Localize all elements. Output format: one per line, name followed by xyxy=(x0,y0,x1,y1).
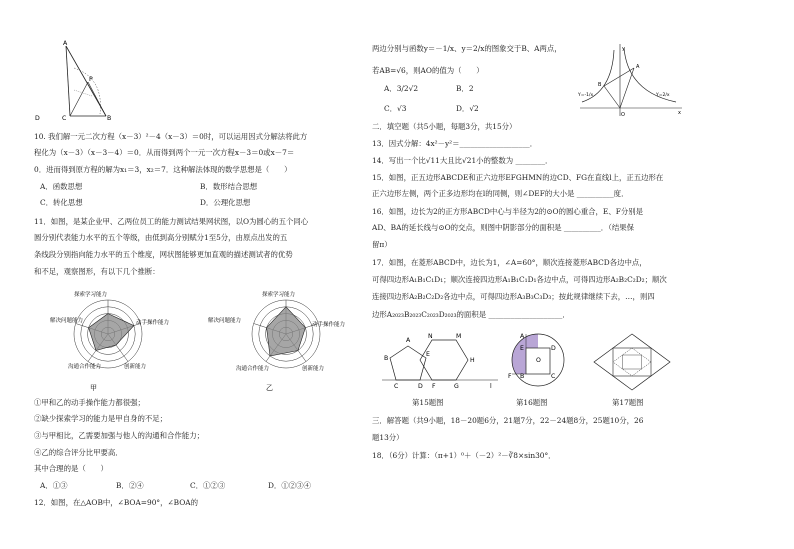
q18: 18．（6分）计算：（π+1）⁰＋（－2）²－∛8×sin30°． xyxy=(372,451,556,460)
fig-label: B xyxy=(107,115,112,122)
q12-option-b: B．2 xyxy=(456,84,474,93)
fig-label: y xyxy=(622,46,625,52)
fig-label: F xyxy=(508,373,512,380)
q11-option-d: D．①②③④ xyxy=(268,481,311,490)
q11-option-b: B．②④ xyxy=(116,481,144,490)
fig-label: A xyxy=(636,64,640,70)
q10-line-3: 0．进而得到原方程的解为x₁＝3，x₂＝7．这种解法体现的数学思想是（ ） xyxy=(34,165,292,174)
section-2-heading: 二．填空题（共5小题，每题3分，共15分） xyxy=(372,122,517,131)
q12-line-1: 12．如图，在△AOB中，∠BOA=90°，∠BOA的 xyxy=(34,498,199,507)
q12-line-3: 若AB=√6，则AO的值为（ ） xyxy=(372,66,484,75)
radar-axis-label: 探索学习能力 xyxy=(74,292,108,298)
q15-line-2: 正六边形左侧，两个正多边形均在l的同侧，则∠DEF的大小是 __________度． xyxy=(372,189,629,198)
q17-line-3: 连接四边形A₂B₂C₂D₂各边中点，可得四边形A₃B₃C₃D₃；按此规律继续下去，…，则四 xyxy=(372,292,655,301)
fig-label: x xyxy=(678,110,681,116)
fig-label: B xyxy=(598,82,602,88)
q10-line-1: 10. 我们解一元二次方程（x－3）²－4（x－3）＝0时，可以运用因式分解法将此方 xyxy=(34,132,308,141)
radar-axis-label: 动手操作能力 xyxy=(312,322,346,328)
q10-option-b: B．数形结合思想 xyxy=(200,182,258,191)
fig-label: C xyxy=(62,115,67,122)
fig15-caption: 第15题图 xyxy=(412,398,444,407)
q11-item-1: ①甲和乙的动手操作能力都很强； xyxy=(34,398,145,407)
q16-line-1: 16．如图，边长为2的正方形ABCD中心与半径为2的⊙O的圆心重合，E、F分别是 xyxy=(372,207,644,216)
fig16-caption: 第16题图 xyxy=(516,398,548,407)
q13: 13．因式分解：4x²－y²＝___________________． xyxy=(372,139,538,148)
radar-axis-label: 沟通合作能力 xyxy=(68,364,102,370)
fig-label: D xyxy=(551,345,556,352)
q17-line-2: 可得四边形A₁B₁C₁D₁；顺次连接四边形A₁B₁C₁D₁各边中点，可得四边形A₂B₂C₂D₂；顺次 xyxy=(372,275,667,284)
fig-label: N xyxy=(428,333,433,340)
q11-option-a: A．①③ xyxy=(40,481,68,490)
q10-option-c: C．转化思想 xyxy=(40,198,83,207)
fig-label: A xyxy=(63,40,68,47)
fig17-caption: 第17题图 xyxy=(612,398,644,407)
figure-16 xyxy=(506,328,570,392)
figure-15 xyxy=(380,330,500,402)
q11-line-3: 条线段分别指向能力水平的五个维度，网状图能够更加直观的描述测试者的优势 xyxy=(34,250,293,259)
triangle-figure xyxy=(34,38,134,122)
fig-label: G xyxy=(454,383,459,390)
q12-option-c: C．√3 xyxy=(384,104,407,113)
q11-item-5: 其中合理的是（ ） xyxy=(34,464,108,473)
radar-axis-label: 沟通合作能力 xyxy=(236,366,270,372)
hyperbola-figure xyxy=(576,42,686,120)
radar-title: 乙 xyxy=(266,384,273,392)
fig-label: A xyxy=(406,337,411,344)
radar-axis-label: 创新能力 xyxy=(124,364,147,370)
radar-chart-yi xyxy=(208,282,358,394)
q14: 14．写出一个比√11大且比√21小的整数为 ________． xyxy=(372,156,553,165)
q11-option-c: C．①②③ xyxy=(190,481,226,490)
radar-score-polygon xyxy=(267,307,306,356)
q11-item-2: ②缺少探索学习的能力是甲自身的不足； xyxy=(34,414,168,423)
q16-line-2: AD、BA的延长线与⊙O的交点，则图中阴影部分的面积是 __________．（结果保 xyxy=(372,223,635,232)
q10-option-d: D．公理化思想 xyxy=(200,198,251,207)
radar-chart-jia xyxy=(50,282,180,394)
fig-label: A xyxy=(520,333,525,340)
q17-line-1: 17．如图，在菱形ABCD中，边长为1，∠A=60°，顺次连接菱形ABCD各边中点， xyxy=(372,258,647,267)
q11-line-2: 圆分别代表能力水平的五个等级，由低到高分别赋分1至5分，由原点出发的五 xyxy=(34,233,288,242)
radar-score-polygon xyxy=(89,314,134,351)
section-3-heading-1: 三．解答题（共9小题，18－20题6分，21题7分，22－24题8分，25题10分，26 xyxy=(372,416,644,425)
radar-axis-label: 动手操作能力 xyxy=(136,320,170,326)
q10-option-a: A．函数思想 xyxy=(40,182,83,191)
fig-label: C xyxy=(551,373,556,380)
figure-17 xyxy=(590,330,674,394)
radar-title: 甲 xyxy=(90,384,97,392)
q12-option-d: D．√2 xyxy=(456,104,479,113)
radar-axis-label: 解决问题能力 xyxy=(50,318,84,324)
q10-line-2: 程化为（x－3）（x－3－4）＝0．从而得到两个一元一次方程x－3＝0或x－7＝ xyxy=(34,148,295,157)
q11-line-1: 11．如图，是某企业甲、乙两位员工的能力测试结果网状图，以O为圆心的五个同心 xyxy=(34,217,309,226)
q11-line-4: 和不足，观察图形，有以下几个推断： xyxy=(34,267,160,276)
radar-axis-label: 创新能力 xyxy=(302,366,325,372)
fig-label: Y=2/x xyxy=(656,93,670,98)
fig-label: B xyxy=(520,373,525,380)
fig-label: M xyxy=(456,333,462,340)
fig-label: F xyxy=(432,383,436,390)
q12-option-a: A．3/2√2 xyxy=(384,84,419,93)
fig-label: D xyxy=(418,383,423,390)
fig-label: H xyxy=(470,357,475,364)
fig-label: E xyxy=(520,345,524,352)
q15-line-1: 15．如图，正五边形ABCDE和正六边形EFGHMN的边CD、FG在直线l上，正五边形在 xyxy=(372,173,664,182)
fig-label: l xyxy=(490,383,492,390)
fig-label: O xyxy=(536,357,541,364)
radar-axis-label: 探索学习能力 xyxy=(262,292,296,298)
fig-label: Y=-1/x xyxy=(578,93,594,98)
q17-line-4: 边形A₂₀₂₃B₂₀₂₃C₂₀₂₃D₂₀₂₃的面积是 ____________________． xyxy=(372,310,570,319)
q11-item-3: ③与甲相比，乙需要加强与他人的沟通和合作能力； xyxy=(34,431,204,440)
fig-label: O xyxy=(621,112,625,118)
fig-label: E xyxy=(426,351,430,358)
q11-item-4: ④乙的综合评分比甲要高． xyxy=(34,448,123,457)
q16-line-3: 留π） xyxy=(372,240,392,249)
radar-axis-label: 解决问题能力 xyxy=(208,318,242,324)
fig-label: P xyxy=(89,76,93,83)
fig-label: B xyxy=(384,355,389,362)
fig-label: C xyxy=(394,383,399,390)
q12-line-2: 两边分别与函数y＝－1/x、y＝2/x的图象交于B、A两点， xyxy=(372,44,562,53)
fig-label: D xyxy=(35,115,40,122)
section-3-heading-2: 题13分） xyxy=(372,433,404,442)
